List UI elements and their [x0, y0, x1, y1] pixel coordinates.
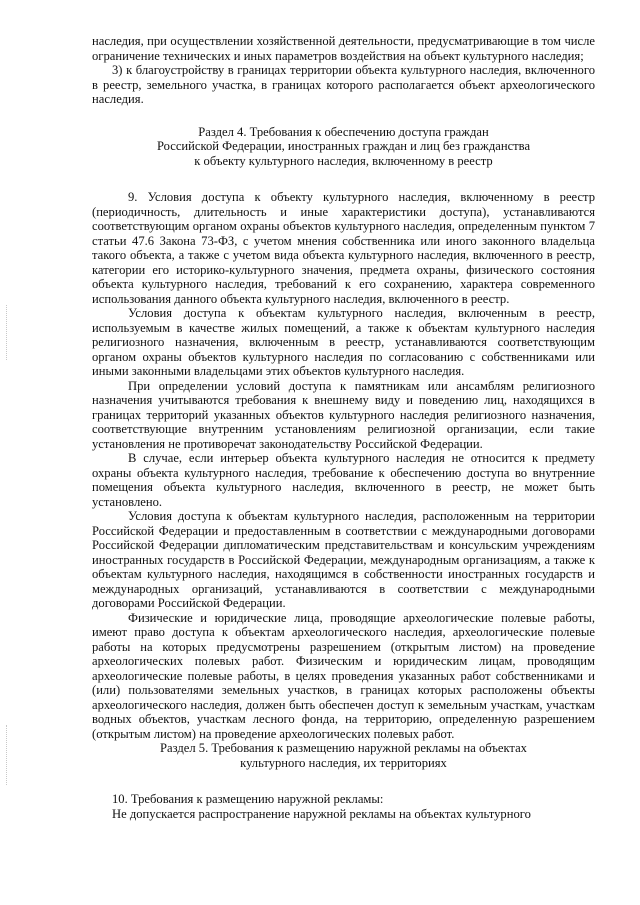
paragraph-9: 9. Условия доступа к объекту культурного наследия, включенному в реестр (периодичность, длительность и иные характеристики доступа), устанавливаются соответствующим органом охраны объектов культурного наследия, определенным пунктом 7 статьи 47.6 Закона 73-ФЗ, с учетом мнения собственника или иного законного владельца такого объекта, а также с учетом вида объекта культурного наследия, включенного в реестр, категории его историко-культурного значения, предмета охраны, физического состояния объекта культурного наследия, требований к его сохранению, характера современного использования данного объекта культурного наследия, включенного в реестр. — [92, 190, 595, 306]
paragraph: При определении условий доступа к памятникам или ансамблям религиозного назначения учитываются требования к внешнему виду и поведению лиц, находящихся в границах территорий указанных объектов культурного наследия религиозного назначения, соответствующие внутренним установлениям религиозной организации, если такие установления не противоречат законодательству Российской Федерации. — [92, 378, 595, 451]
section-4-heading — [92, 125, 595, 169]
section-5-title-line: Раздел 5. Требования к размещению наружной рекламы на объектах — [160, 741, 527, 755]
opening-paragraph: наследия, при осуществлении хозяйственной деятельности, предусматривающие в том числе ограничение технических и иных параметров воздействия на объект культурного наследия; — [92, 34, 595, 63]
scan-margin-artifact — [6, 305, 9, 360]
paragraph: Условия доступа к объектам культурного наследия, расположенным на территории Российской Федерации и предоставленным в соответствии с международными договорами Российской Федерации дипломатическим представительствам и консульским учреждениям иностранных государств в Российской Федерации, международным организациям, а также к объектам культурного наследия, находящимся в собственности иностранных государств и международных организаций, устанавливаются в соответствии с международными договорами Российской Федерации. — [92, 509, 595, 610]
paragraph: Условия доступа к объектам культурного наследия, включенным в реестр, используемым в качестве жилых помещений, а также к объектам культурного наследия религиозного назначения, включенным в реестр, устанавливаются соответствующим органом охраны объектов культурного наследия по согласованию с собственниками или иными законными владельцами этих объектов культурного наследия. — [92, 306, 595, 378]
section-4-title-line: Российской Федерации, иностранных граждан и лиц без гражданства — [156, 139, 531, 153]
paragraph: Физические и юридические лица, проводящие археологические полевые работы, имеют право доступа к объектам археологического наследия, археологические полевые работы на которых предусмотрены разрешением (открытым листом) на проведение археологических полевых работ. Физическим и юридическим лицам, проводящим археологические полевые работы, в целях проведения указанных работ собственниками и (или) пользователями земельных участков, в границах которых расположены объекты археологического наследия, должен быть обеспечен доступ к земельным участкам, участкам водных объектов, участкам лесного фонда, на территорию, определенную разрешением (открытым листом) на проведение археологических полевых работ. — [92, 610, 595, 741]
list-item-10: 10. Требования к размещению наружной рекламы: — [112, 792, 384, 806]
section-4-title-line: к объекту культурного наследия, включенному в реестр — [194, 153, 493, 168]
paragraph-last: Не допускается распространение наружной рекламы на объектах культурного — [112, 806, 531, 821]
scan-margin-artifact — [6, 725, 9, 785]
list-item-3: 3) к благоустройству в границах территории объекта культурного наследия, включенного в реестр, земельного участка, в границах которого располагается объект археологического наследия. — [92, 63, 595, 106]
section-5-title-line: культурного наследия, их территориях — [240, 755, 447, 770]
paragraph: В случае, если интерьер объекта культурного наследия не относится к предмету охраны объекта культурного наследия, требование к обеспечению доступа во внутренние помещения объекта культурного наследия, включенного в реестр, не может быть установлено. — [92, 451, 595, 509]
section-5-heading — [92, 741, 595, 770]
section-4-title-line: Раздел 4. Требования к обеспечению доступа граждан — [198, 124, 489, 139]
document-body — [92, 34, 595, 821]
